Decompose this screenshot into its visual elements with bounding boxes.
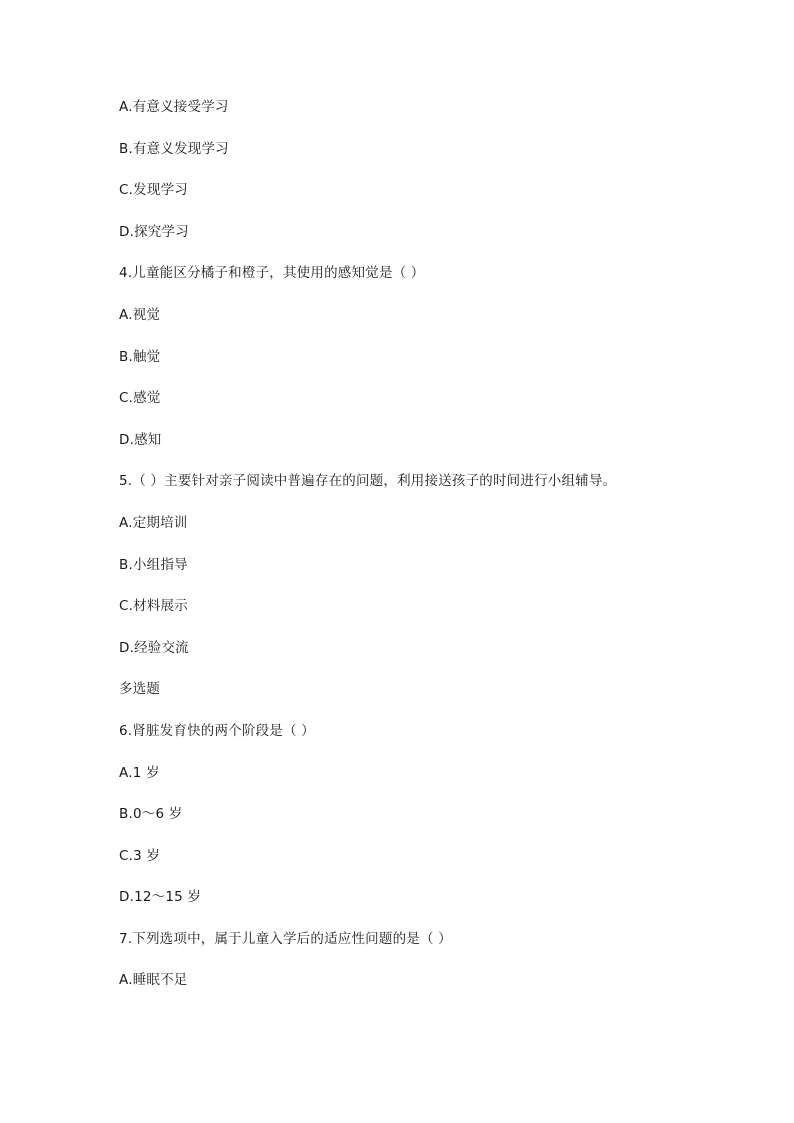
- question-4: 4.儿童能区分橘子和橙子，其使用的感知觉是（ ）: [119, 265, 425, 282]
- option-b-q4: B.触觉: [119, 348, 161, 365]
- option-a-q7: A.睡眠不足: [119, 972, 188, 989]
- option-c-q5: C.材料展示: [119, 598, 188, 615]
- question-7: 7.下列选项中，属于儿童入学后的适应性问题的是（ ）: [119, 930, 452, 947]
- option-b-q6: B.0～6 岁: [119, 806, 183, 823]
- option-a-q3: A.有意义接受学习: [119, 99, 229, 115]
- option-d-q6: D.12～15 岁: [119, 889, 202, 906]
- option-b-q5: B.小组指导: [119, 556, 188, 573]
- option-c-q6: C.3 岁: [119, 847, 161, 864]
- option-b-q3: B.有意义发现学习: [119, 140, 229, 157]
- document-content: [119, 96, 719, 1011]
- option-c-q3: C.发现学习: [119, 182, 188, 199]
- option-d-q3: D.探究学习: [119, 223, 189, 240]
- section-heading-multiple-choice: 多选题: [119, 681, 161, 698]
- option-a-q4: A.视觉: [119, 306, 161, 323]
- option-d-q5: D.经验交流: [119, 639, 189, 656]
- option-d-q4: D.感知: [119, 431, 162, 448]
- option-a-q5: A.定期培训: [119, 514, 188, 531]
- question-6: 6.肾脏发育快的两个阶段是（ ）: [119, 722, 315, 739]
- option-a-q6: A.1 岁: [119, 764, 160, 781]
- option-c-q4: C.感觉: [119, 390, 161, 407]
- question-5: 5.（ ）主要针对亲子阅读中普遍存在的问题，利用接送孩子的时间进行小组辅导。: [119, 473, 617, 490]
